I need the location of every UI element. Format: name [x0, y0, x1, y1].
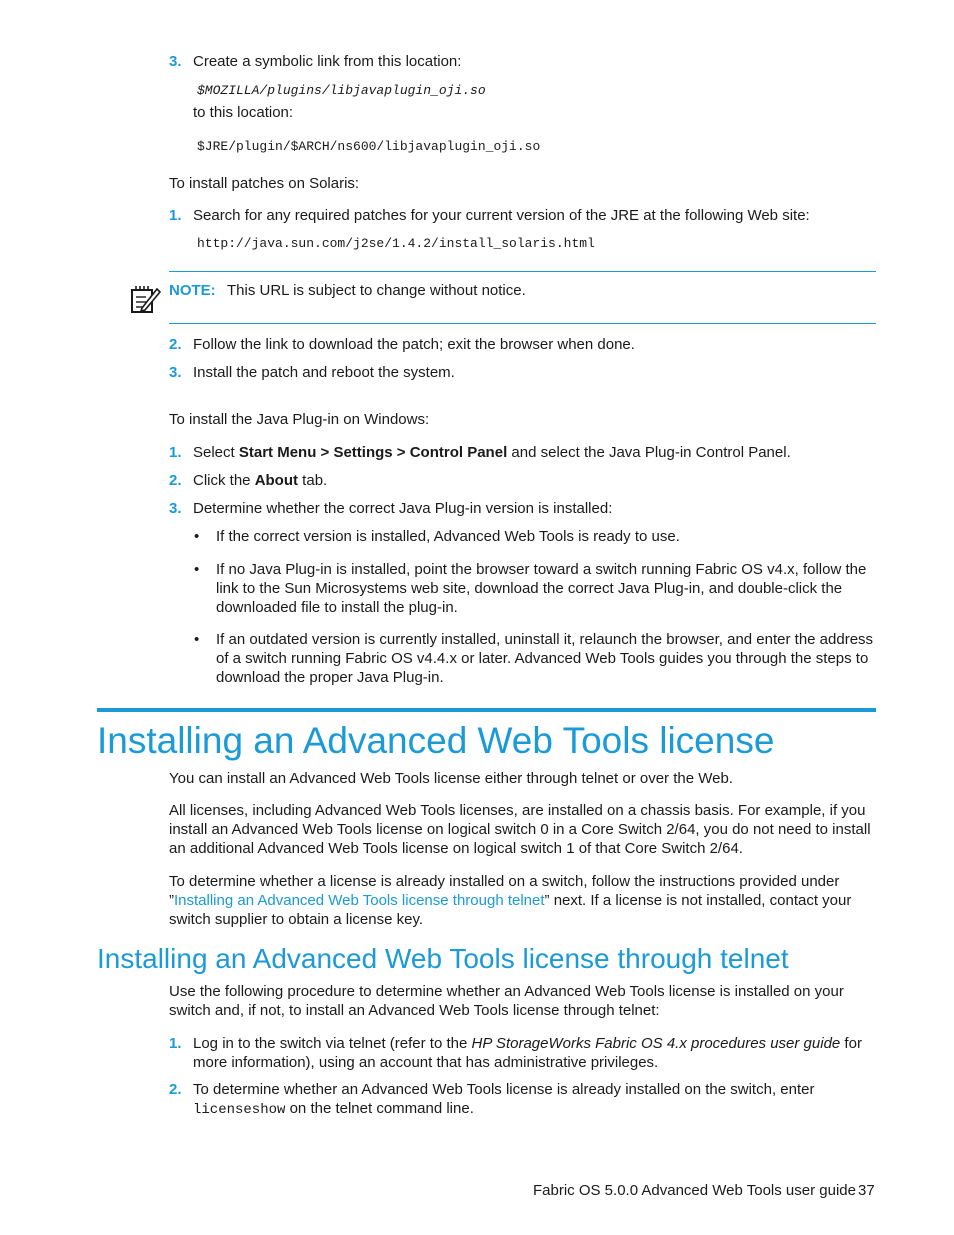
step-text	[193, 471, 327, 490]
step-number: 2.	[169, 1081, 182, 1098]
step-text: Determine whether the correct Java Plug-in version is installed:	[193, 500, 613, 517]
note-top-rule	[169, 271, 876, 272]
step-number: 1.	[169, 207, 182, 224]
bullet-item: If no Java Plug-in is installed, point the browser toward a switch running Fabric OS v4.x, follow the link to the Sun Microsystems web site, download the correct Java Plug-in, and double-click the downloaded file to install the plug-in.	[216, 561, 867, 616]
step-text-post: for more information), using an account that has administrative privileges.	[193, 1035, 862, 1071]
section-rule	[97, 708, 876, 712]
solaris-intro: To install patches on Solaris:	[169, 175, 360, 192]
step-text: Install the patch and reboot the system.	[193, 364, 455, 381]
step-text-pre: To determine whether an Advanced Web Tools license is already installed on the switch, enter	[193, 1081, 815, 1098]
solaris-url: http://java.sun.com/j2se/1.4.2/install_solaris.html	[197, 236, 595, 251]
step-text: Search for any required patches for your current version of the JRE at the following Web site:	[193, 207, 810, 224]
step-number: 2.	[169, 472, 182, 489]
page-number: 37	[858, 1182, 875, 1199]
step-number: 1.	[169, 444, 182, 461]
subsection-heading: Installing an Advanced Web Tools license through telnet	[97, 943, 789, 974]
paragraph-post: ” next. If a license is not installed, contact your switch supplier to obtain a license key.	[169, 892, 852, 928]
bullet-item: If the correct version is installed, Advanced Web Tools is ready to use.	[216, 528, 680, 545]
step-text: Create a symbolic link from this location:	[193, 53, 462, 70]
to-location-text: to this location:	[193, 104, 294, 121]
paragraph: All licenses, including Advanced Web Tools licenses, are installed on a chassis basis. For example, if you install an Advanced Web Tools license on logical switch 0 in a Core Switch 2/64, you do not need to install an additional Advanced Web Tools license on logical switch 1 of that Core Switch 2/64.	[169, 802, 871, 857]
note-label: NOTE:	[169, 282, 216, 299]
bullet-icon: •	[194, 561, 200, 578]
step-text-post: on the telnet command line.	[285, 1100, 474, 1117]
step-number: 3.	[169, 364, 182, 381]
step-text-pre: Select	[193, 444, 239, 461]
step-text	[193, 1034, 876, 1072]
command-code: licenseshow	[193, 1102, 286, 1118]
note-bottom-rule	[169, 323, 876, 324]
bullet-item: If an outdated version is currently installed, uninstall it, relaunch the browser, and enter the address of a switch running Fabric OS v4.4.x or later. Advanced Web Tools guides you through the steps to download the proper Java Plug-in.	[216, 631, 874, 686]
step-text: Follow the link to download the patch; exit the browser when done.	[193, 336, 635, 353]
step-number: 2.	[169, 336, 182, 353]
step-number: 1.	[169, 1035, 182, 1052]
paragraph: You can install an Advanced Web Tools license either through telnet or over the Web.	[169, 770, 733, 787]
code-path-from: $MOZILLA/plugins/libjavaplugin_oji.so	[197, 83, 486, 98]
paragraph: Use the following procedure to determine whether an Advanced Web Tools license is installed on your switch and, if not, to install an Advanced Web Tools license through telnet:	[169, 983, 844, 1019]
step-text	[193, 1080, 876, 1120]
section-heading: Installing an Advanced Web Tools license	[97, 720, 775, 761]
paragraph	[169, 872, 876, 929]
note-icon	[129, 281, 161, 320]
bullet-icon: •	[194, 631, 200, 648]
tab-name: About	[254, 472, 299, 489]
note-text: This URL is subject to change without notice.	[227, 282, 526, 299]
guide-title: HP StorageWorks Fabric OS 4.x procedures user guide	[471, 1035, 841, 1052]
bullet-icon: •	[194, 528, 200, 545]
step-text	[193, 443, 791, 462]
step-number: 3.	[169, 53, 182, 70]
step-text-pre: Log in to the switch via telnet (refer to the	[193, 1035, 472, 1052]
step-text-pre: Click the	[193, 472, 255, 489]
footer-title: Fabric OS 5.0.0 Advanced Web Tools user guide	[533, 1182, 856, 1199]
step-text-post: tab.	[298, 472, 328, 489]
step-number: 3.	[169, 500, 182, 517]
step-text-post: and select the Java Plug-in Control Panel.	[507, 444, 791, 461]
paragraph-pre: To determine whether a license is already installed on a switch, follow the instructions provided under ”	[169, 873, 840, 909]
code-path-to: $JRE/plugin/$ARCH/ns600/libjavaplugin_oji.so	[197, 139, 541, 154]
telnet-section-link[interactable]: Installing an Advanced Web Tools license through telnet	[174, 892, 545, 909]
windows-intro: To install the Java Plug-in on Windows:	[169, 411, 430, 428]
menu-path: Start Menu > Settings > Control Panel	[238, 444, 508, 461]
